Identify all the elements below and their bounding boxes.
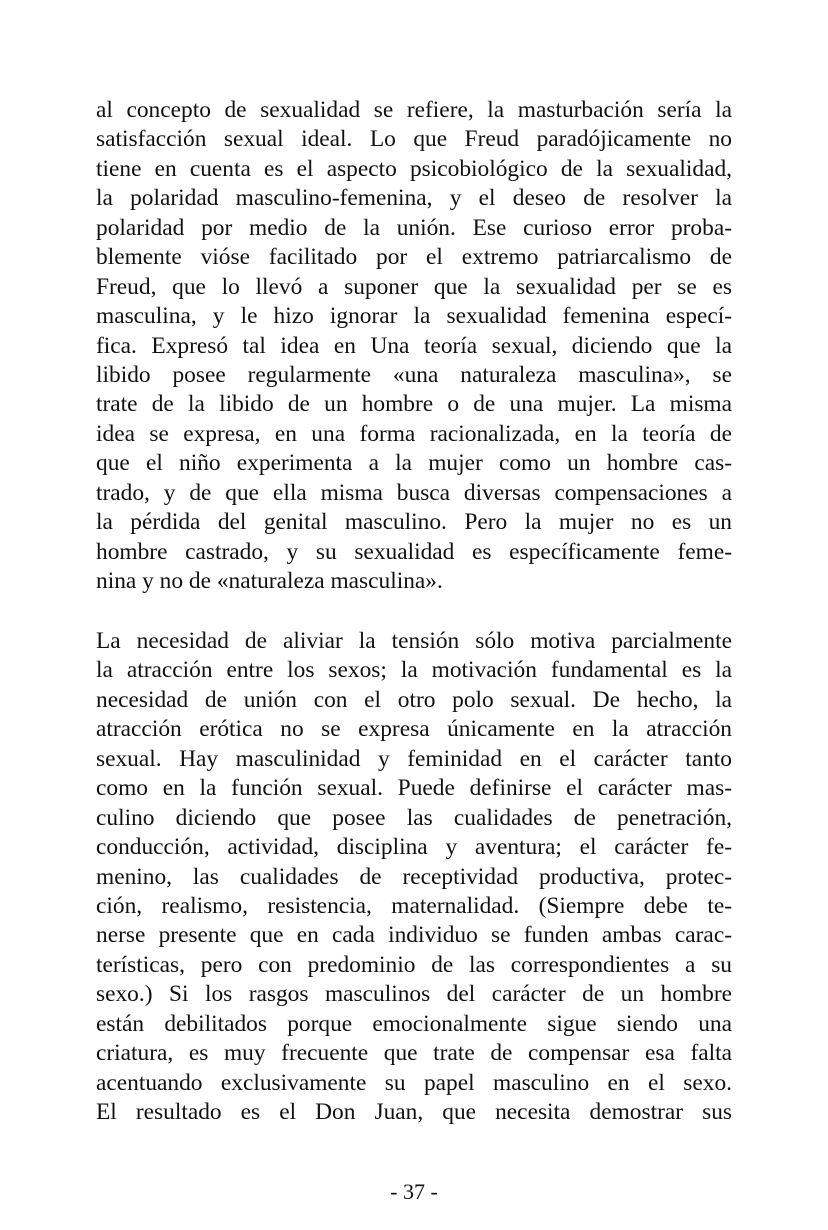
text-line: la atracción entre los sexos; la motivación fundamental es la <box>96 657 732 684</box>
text-line: idea se expresa, en una forma racionalizada, en la teoría de <box>96 420 732 447</box>
text-line: La necesidad de aliviar la tensión sólo motiva parcialmente <box>96 628 732 654</box>
text-line: trate de la libido de un hombre o de una mujer. La misma <box>96 391 732 418</box>
text-line: Freud, que lo llevó a suponer que la sexualidad per se es <box>96 273 732 300</box>
text-line: conducción, actividad, disciplina y aventura; el carácter fe- <box>96 834 732 861</box>
text-line: sexual. Hay masculinidad y feminidad en el carácter tanto <box>96 745 732 772</box>
text-line: la polaridad masculino-femenina, y el deseo de resolver la <box>96 185 732 212</box>
text-line: blemente vióse facilitado por el extremo patriarcalismo de <box>96 244 732 271</box>
text-line: están debilitados porque emocionalmente sigue siendo una <box>96 1010 732 1037</box>
text-line: criatura, es muy frecuente que trate de compensar esa falta <box>96 1040 732 1067</box>
text-line: tiene en cuenta es el aspecto psicobiológico de la sexualidad, <box>96 155 732 182</box>
text-line: nina y no de «naturaleza masculina». <box>96 568 443 594</box>
paragraph-1 <box>96 96 732 596</box>
text-line: satisfacción sexual ideal. Lo que Freud paradójicamente no <box>96 126 732 153</box>
text-line: como en la función sexual. Puede definirse el carácter mas- <box>96 775 732 802</box>
text-line: ción, realismo, resistencia, maternalidad. (Siempre debe te- <box>96 892 732 919</box>
paragraph-2 <box>96 627 732 1127</box>
text-line: polaridad por medio de la unión. Ese curioso error proba- <box>96 214 732 241</box>
text-line: El resultado es el Don Juan, que necesita demostrar sus <box>96 1099 732 1125</box>
text-line: al concepto de sexualidad se refiere, la masturbación sería la <box>96 97 732 123</box>
text-line: terísticas, pero con predominio de las correspondientes a su <box>96 951 732 978</box>
text-line: que el niño experimenta a la mujer como un hombre cas- <box>96 450 732 477</box>
text-line: la pérdida del genital masculino. Pero la mujer no es un <box>96 509 732 536</box>
text-line: masculina, y le hizo ignorar la sexualidad femenina especí- <box>96 303 732 330</box>
text-line: acentuando exclusivamente su papel masculino en el sexo. <box>96 1069 732 1096</box>
text-line: sexo.) Si los rasgos masculinos del carácter de un hombre <box>96 981 732 1008</box>
text-line: atracción erótica no se expresa únicamente en la atracción <box>96 716 732 743</box>
text-line: trado, y de que ella misma busca diversas compensaciones a <box>96 479 732 506</box>
text-line: nerse presente que en cada individuo se funden ambas carac- <box>96 922 732 949</box>
text-line: fica. Expresó tal idea en Una teoría sexual, diciendo que la <box>96 332 732 359</box>
page-number: - 37 - <box>390 1179 438 1204</box>
text-line: culino diciendo que posee las cualidades de penetración, <box>96 804 732 831</box>
text-line: libido posee regularmente «una naturaleza masculina», se <box>96 361 732 388</box>
text-line: necesidad de unión con el otro polo sexual. De hecho, la <box>96 686 732 713</box>
text-line: hombre castrado, y su sexualidad es específicamente feme- <box>96 538 732 565</box>
text-line: menino, las cualidades de receptividad productiva, protec- <box>96 863 732 890</box>
